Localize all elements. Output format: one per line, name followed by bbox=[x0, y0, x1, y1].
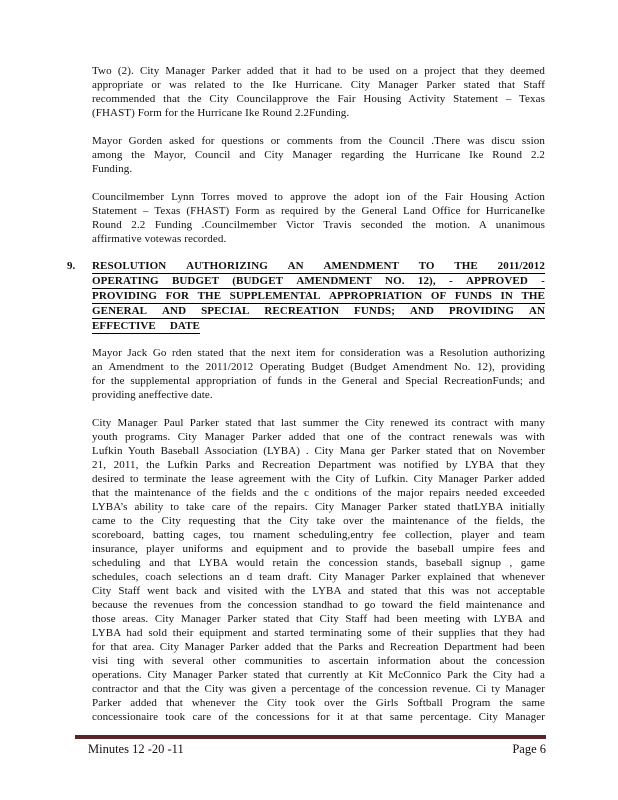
text-line: among the Mayor, Council and City Manager regarding the Hurricane Ike Round 2.2 bbox=[92, 149, 545, 161]
paragraph bbox=[92, 190, 545, 246]
heading-word: IN bbox=[500, 290, 513, 302]
heading-word: APPROPRIATION bbox=[328, 290, 423, 302]
text-line: those areas. City Manager Parker stated that City Staff had been meeting with LYBA and bbox=[92, 613, 545, 625]
text-line: because the revenues from the concession standhad to go toward the field maintenance and bbox=[92, 599, 545, 611]
text-line: came to the City requesting that the City take over the maintenance of the fields, the bbox=[92, 515, 545, 527]
heading-word: TO bbox=[418, 260, 435, 272]
heading-word: THE bbox=[197, 290, 222, 302]
heading-word: APPROVED bbox=[465, 275, 528, 287]
heading-word: SUPPLEMENTAL bbox=[229, 290, 321, 302]
heading-line bbox=[92, 290, 545, 304]
heading-line bbox=[92, 260, 545, 274]
page-footer bbox=[75, 735, 546, 757]
heading-word: AUTHORIZING bbox=[186, 260, 268, 272]
heading-word: AMENDMENT bbox=[296, 275, 372, 287]
heading-word: AN bbox=[287, 260, 304, 272]
heading-word: RESOLUTION bbox=[92, 260, 167, 272]
footer-row bbox=[75, 742, 546, 757]
heading-word: SPECIAL bbox=[201, 305, 250, 317]
text-line: affirmative votewas recorded. bbox=[92, 233, 227, 245]
text-line: Statement – Texas (FHAST) Form as required by the General Land Office for HurricaneIke bbox=[92, 205, 545, 217]
heading-word: - bbox=[541, 275, 545, 287]
text-line: appropriate or was related to the Ike Hurricane. City Manager Parker stated that Staff bbox=[92, 79, 545, 91]
text-line: an Amendment to the 2011/2012 Operating Budget (Budget Amendment No. 12), providing bbox=[92, 361, 545, 373]
heading-line bbox=[92, 320, 200, 334]
text-line: Two (2). City Manager Parker added that it had to be used on a project that they deemed bbox=[92, 65, 545, 77]
text-line: Parker added that whenever the City took over the Girls Softball Program the same bbox=[92, 697, 545, 709]
text-line: for that area. City Manager Parker added that the Parks and Recreation Department had been bbox=[92, 641, 545, 653]
text-line: desired to terminate the lease agreement with the City of Lufkin. City Manager Parker added bbox=[92, 473, 545, 485]
page-content bbox=[67, 64, 545, 738]
agenda-item-heading bbox=[92, 260, 545, 334]
text-line: visi ting with several other communities to ascertain information about the concession bbox=[92, 655, 545, 667]
footer-page-number: Page 6 bbox=[512, 742, 546, 756]
heading-word: DATE bbox=[169, 320, 200, 332]
text-line: Lufkin Youth Baseball Association (LYBA) . City Mana ger Parker stated that on November bbox=[92, 445, 545, 457]
heading-line bbox=[92, 275, 545, 289]
text-line: City Manager Paul Parker stated that last summer the City renewed its contract with many bbox=[92, 417, 545, 429]
text-line: scoreboard, batting cages, tou rnament scheduling,entry fee collection, player and team bbox=[92, 529, 545, 541]
paragraph bbox=[92, 346, 545, 402]
text-line: scheduling and that LYBA would retain the concession stands, baseball signup , game bbox=[92, 557, 545, 569]
text-line: concessionaire took care of the concessions for it at that same percentage. City Manager bbox=[92, 711, 545, 723]
footer-doc-title: Minutes 12 -20 -11 bbox=[88, 742, 184, 756]
heading-word: RECREATION bbox=[264, 305, 340, 317]
heading-word: OPERATING bbox=[92, 275, 159, 287]
heading-line bbox=[92, 305, 545, 319]
text-line: City Staff went back and visited with the LYBA and stated that this was not acceptable bbox=[92, 585, 545, 597]
heading-word: EFFECTIVE bbox=[92, 320, 156, 332]
heading-word: THE bbox=[521, 290, 545, 302]
text-line: providing aneffective date. bbox=[92, 389, 213, 401]
text-line: Round 2.2 Funding .Councilmember Victor Travis seconded the motion. A unanimous bbox=[92, 219, 545, 231]
heading-word: AND bbox=[409, 305, 435, 317]
text-line: that the maintenance of the fields and the c onditions of the major repairs needed exceeded bbox=[92, 487, 545, 499]
text-line: youth programs. City Manager Parker added that one of the contract renewals was with bbox=[92, 431, 545, 443]
text-line: Mayor Jack Go rden stated that the next item for consideration was a Resolution authorizing bbox=[92, 347, 545, 359]
heading-word: 2011/2012 bbox=[497, 260, 545, 272]
heading-word: PROVIDING bbox=[92, 290, 158, 302]
agenda-item-9 bbox=[67, 260, 545, 334]
heading-word: FUNDS bbox=[454, 290, 493, 302]
paragraph bbox=[92, 416, 545, 724]
heading-word: AN bbox=[528, 305, 545, 317]
text-line: for the supplemental appropriation of funds in the General and Special RecreationFunds; and bbox=[92, 375, 545, 387]
paragraph bbox=[92, 134, 545, 176]
intro-paragraphs bbox=[92, 64, 545, 246]
heading-word: FUNDS; bbox=[354, 305, 395, 317]
heading-word: PROVIDING bbox=[448, 305, 514, 317]
text-line: insurance, player uniforms and equipment and to provide the baseball umpire fees and bbox=[92, 543, 545, 555]
footer-rule bbox=[75, 735, 546, 739]
paragraph bbox=[92, 64, 545, 120]
heading-word: - bbox=[448, 275, 453, 287]
text-line: recommended that the City Councilapprove the Fair Housing Activity Statement – Texas bbox=[92, 93, 545, 105]
heading-word: AND bbox=[162, 305, 187, 317]
text-line: Councilmember Lynn Torres moved to approve the adopt ion of the Fair Housing Action bbox=[92, 191, 545, 203]
text-line: LYBA’s ability to take care of the repairs. City Manager Parker stated thatLYBA initially bbox=[92, 501, 545, 513]
heading-word: BUDGET bbox=[171, 275, 220, 287]
agenda-item-number: 9. bbox=[67, 260, 76, 272]
heading-word: NO. bbox=[385, 275, 405, 287]
heading-word: 12), bbox=[417, 275, 436, 287]
text-line: Funding. bbox=[92, 163, 133, 175]
text-line: LYBA had sold their equipment and started terminating some of their supplies that they had bbox=[92, 627, 545, 639]
heading-word: OF bbox=[430, 290, 447, 302]
heading-word: FOR bbox=[165, 290, 190, 302]
heading-word: THE bbox=[454, 260, 478, 272]
text-line: 21, 2011, the Lufkin Parks and Recreation Department was notified by LYBA that they bbox=[92, 459, 545, 471]
text-line: schedules, coach selections an d team draft. City Manager Parker explained that whenever bbox=[92, 571, 545, 583]
body-paragraphs bbox=[92, 346, 545, 724]
text-line: (FHAST) Form for the Hurricane Ike Round 2.2Funding. bbox=[92, 107, 350, 119]
heading-word: AMENDMENT bbox=[323, 260, 399, 272]
heading-word: GENERAL bbox=[92, 305, 148, 317]
text-line: Mayor Gorden asked for questions or comments from the Council .There was discu ssion bbox=[92, 135, 545, 147]
text-line: contractor and that the City was given a percentage of the concession revenue. Ci ty Manager bbox=[92, 683, 545, 695]
heading-word: (BUDGET bbox=[232, 275, 284, 287]
text-line: operations. City Manager Parker stated that currently at Kit McConnico Park the City had a bbox=[92, 669, 545, 681]
